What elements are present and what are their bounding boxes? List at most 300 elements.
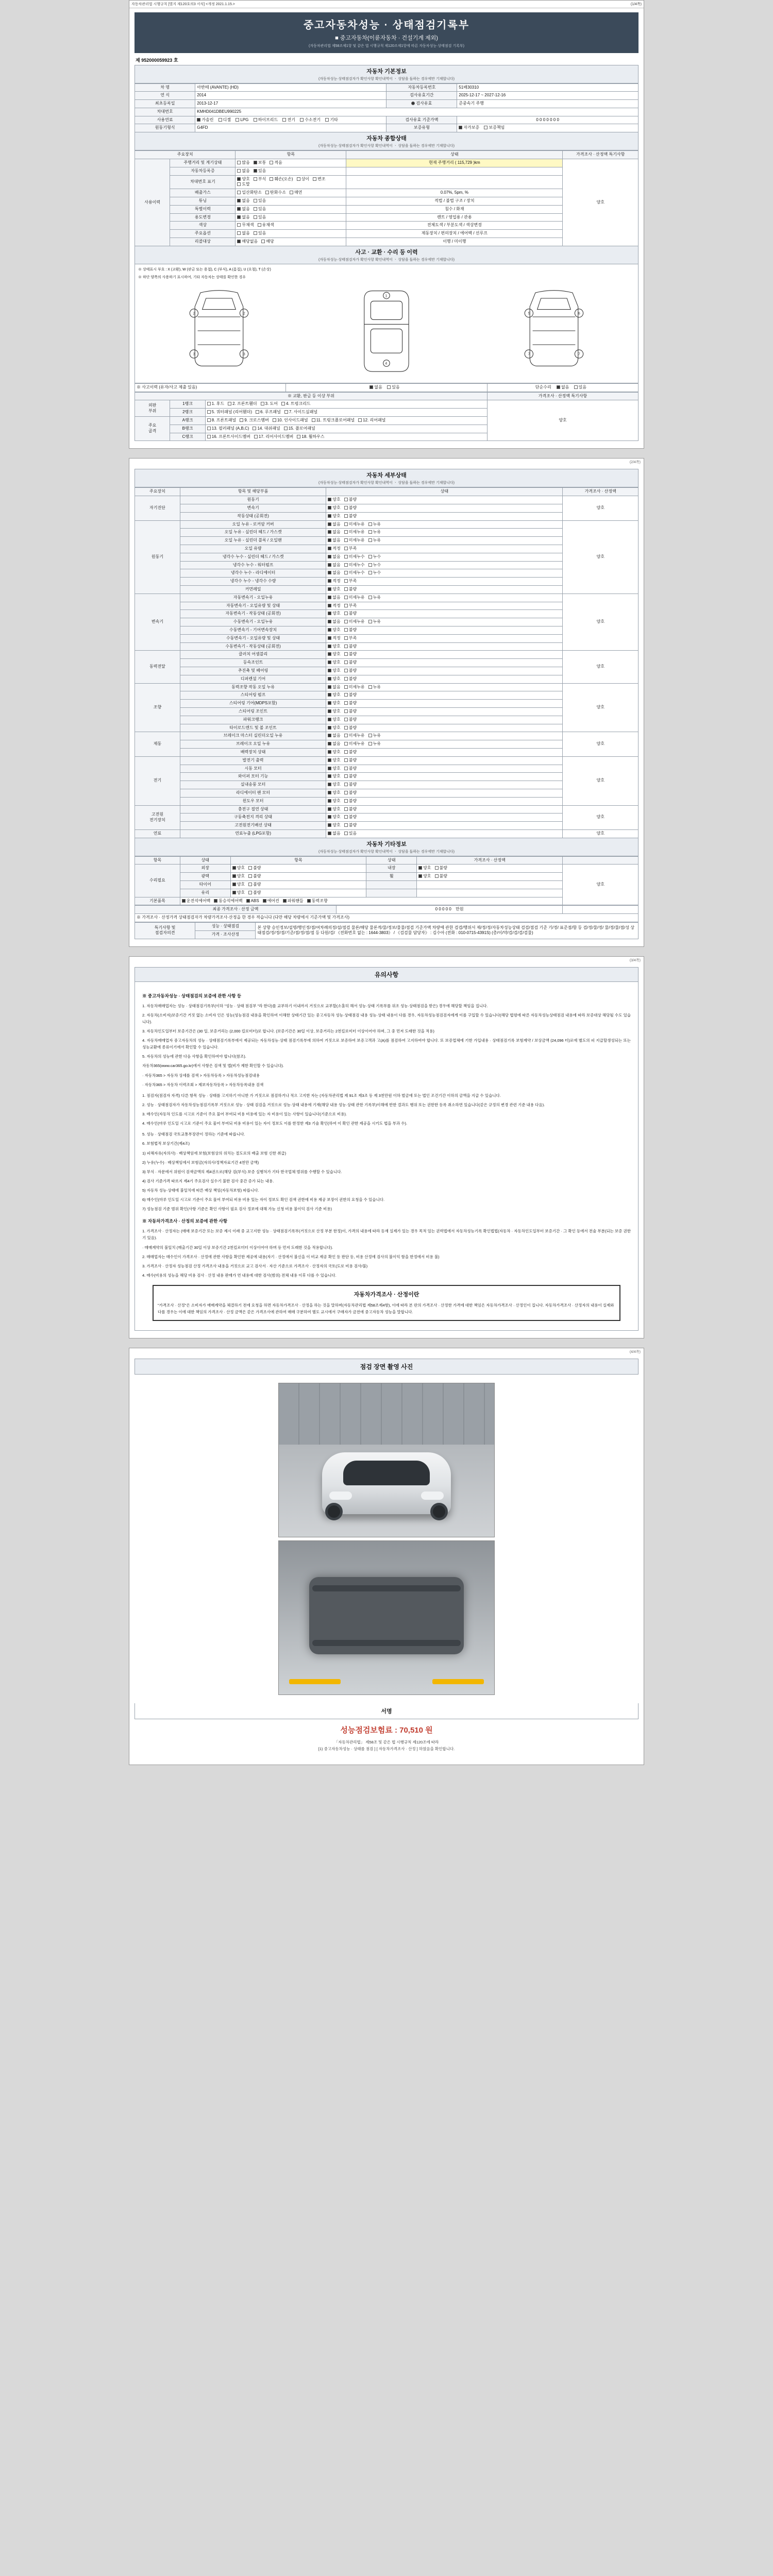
- checkbox-icon[interactable]: [284, 427, 288, 430]
- checkbox-icon[interactable]: [344, 734, 348, 737]
- detail-state-1-7-option-1[interactable]: 부족: [344, 579, 357, 584]
- overall-state-2-option-5[interactable]: 도말: [237, 182, 249, 188]
- etc-state-0-option-1[interactable]: 불량: [248, 866, 261, 871]
- detail-state-6-4-option-0[interactable]: 양호: [328, 790, 340, 796]
- checkbox-icon[interactable]: [282, 118, 286, 122]
- checkbox-icon[interactable]: [344, 807, 348, 811]
- fuel-option-3[interactable]: 하이브리드: [254, 117, 278, 123]
- checkbox-icon[interactable]: [312, 418, 315, 422]
- overall-state-7-option-1[interactable]: 유채색: [258, 223, 274, 228]
- overall-state-2-option-2[interactable]: 훼손(오손): [270, 177, 293, 182]
- checkbox-icon[interactable]: [254, 199, 257, 202]
- checkbox-icon[interactable]: [328, 750, 331, 754]
- overall-state-2-option-0[interactable]: 양호: [237, 177, 249, 182]
- detail-state-1-0-option-2[interactable]: 누유: [368, 522, 381, 528]
- checkbox-icon[interactable]: [344, 823, 348, 827]
- accident-history-option-0[interactable]: 없음: [369, 385, 382, 391]
- detail-state-1-6-option-2[interactable]: 누수: [368, 570, 381, 576]
- detail-state-4-3-option-0[interactable]: 양호: [328, 709, 340, 715]
- checkbox-icon[interactable]: [328, 669, 331, 672]
- checkbox-icon[interactable]: [207, 435, 211, 438]
- checkbox-icon[interactable]: [313, 177, 316, 181]
- checkbox-icon[interactable]: [254, 177, 257, 181]
- base-item-3[interactable]: 에어컨: [263, 899, 279, 904]
- checkbox-icon[interactable]: [328, 774, 331, 778]
- checkbox-icon[interactable]: [368, 563, 372, 567]
- checkbox-icon[interactable]: [261, 402, 264, 405]
- detail-state-4-0-option-1[interactable]: 미세누유: [344, 685, 365, 690]
- etc-state-2-option-0[interactable]: 양호: [232, 882, 245, 888]
- detail-state-1-4-option-2[interactable]: 누수: [368, 554, 381, 560]
- detail-state-5-1-option-0[interactable]: 없음: [328, 741, 340, 747]
- detail-state-2-3-option-2[interactable]: 누유: [368, 619, 381, 625]
- base-item-4[interactable]: 파워핸들: [283, 899, 304, 904]
- part-item-3-1[interactable]: 14. 대쉬패널: [253, 426, 280, 432]
- checkbox-icon[interactable]: [214, 899, 217, 903]
- checkbox-icon[interactable]: [344, 563, 348, 567]
- detail-state-3-2-option-1[interactable]: 불량: [344, 668, 357, 674]
- detail-state-2-6-option-1[interactable]: 불량: [344, 644, 357, 650]
- part-item-4-1[interactable]: 17. 리어사이드멤버: [254, 434, 293, 440]
- checkbox-icon[interactable]: [368, 685, 372, 689]
- etc-state2-1-option-0[interactable]: 양호: [418, 874, 431, 879]
- detail-state-3-1-option-1[interactable]: 불량: [344, 660, 357, 666]
- detail-state-4-3-option-1[interactable]: 불량: [344, 709, 357, 715]
- detail-state-4-5-option-1[interactable]: 불량: [344, 725, 357, 731]
- detail-state-2-1-option-1[interactable]: 부족: [344, 603, 357, 609]
- detail-state-4-0-option-2[interactable]: 누유: [368, 685, 381, 690]
- detail-state-4-5-option-0[interactable]: 양호: [328, 725, 340, 731]
- checkbox-icon[interactable]: [344, 498, 348, 501]
- checkbox-icon[interactable]: [328, 815, 331, 819]
- etc-state-2-option-1[interactable]: 불량: [248, 882, 261, 888]
- detail-state-7-0-option-0[interactable]: 양호: [328, 807, 340, 812]
- detail-state-3-3-option-0[interactable]: 양호: [328, 676, 340, 682]
- checkbox-icon[interactable]: [328, 530, 331, 534]
- part-item-2-1[interactable]: 9. 크로스멤버: [240, 418, 269, 423]
- detail-state-2-2-option-0[interactable]: 양호: [328, 611, 340, 617]
- overall-state-3-option-2[interactable]: 매연: [290, 190, 302, 196]
- overall-state-1-option-0[interactable]: 없음: [237, 168, 249, 174]
- checkbox-icon[interactable]: [297, 177, 300, 181]
- detail-state-1-3-option-0[interactable]: 적정: [328, 546, 340, 552]
- checkbox-icon[interactable]: [197, 118, 200, 122]
- checkbox-icon[interactable]: [368, 530, 372, 534]
- part-item-2-3[interactable]: 11. 트렁크플로어패널: [312, 418, 355, 423]
- checkbox-icon[interactable]: [328, 514, 331, 518]
- checkbox-icon[interactable]: [325, 118, 329, 122]
- detail-state-1-2-option-0[interactable]: 없음: [328, 538, 340, 544]
- checkbox-icon[interactable]: [344, 538, 348, 542]
- checkbox-icon[interactable]: [283, 899, 287, 903]
- checkbox-icon[interactable]: [344, 587, 348, 591]
- checkbox-icon[interactable]: [328, 807, 331, 811]
- etc-state-1-option-0[interactable]: 양호: [232, 874, 245, 879]
- detail-state-2-3-option-0[interactable]: 없음: [328, 619, 340, 625]
- part-item-3-0[interactable]: 13. 필러패널 (A,B,C): [207, 426, 249, 432]
- detail-state-3-0-option-1[interactable]: 불량: [344, 652, 357, 657]
- checkbox-icon[interactable]: [254, 118, 257, 122]
- overall-state-8-option-1[interactable]: 있음: [254, 231, 266, 236]
- detail-state-1-1-option-1[interactable]: 미세누유: [344, 530, 365, 535]
- checkbox-icon[interactable]: [328, 742, 331, 745]
- detail-state-6-4-option-1[interactable]: 불량: [344, 790, 357, 796]
- checkbox-icon[interactable]: [344, 579, 348, 583]
- checkbox-icon[interactable]: [344, 530, 348, 534]
- overall-state-1-option-1[interactable]: 있음: [254, 168, 266, 174]
- checkbox-icon[interactable]: [344, 604, 348, 607]
- checkbox-icon[interactable]: [237, 169, 241, 173]
- checkbox-icon[interactable]: [297, 435, 300, 438]
- part-item-3-2[interactable]: 15. 플로어패널: [284, 426, 315, 432]
- part-item-2-2[interactable]: 10. 인사이드패널: [273, 418, 308, 423]
- detail-state-6-3-option-0[interactable]: 양호: [328, 782, 340, 788]
- checkbox-icon[interactable]: [237, 161, 241, 164]
- checkbox-icon[interactable]: [418, 874, 422, 878]
- checkbox-icon[interactable]: [344, 612, 348, 615]
- checkbox-icon[interactable]: [344, 636, 348, 640]
- checkbox-icon[interactable]: [328, 783, 331, 786]
- checkbox-icon[interactable]: [344, 660, 348, 664]
- fuel-option-5[interactable]: 수소전기: [300, 117, 321, 123]
- checkbox-icon[interactable]: [263, 899, 266, 903]
- checkbox-icon[interactable]: [258, 223, 261, 227]
- checkbox-icon[interactable]: [265, 191, 269, 194]
- detail-state-4-1-option-1[interactable]: 불량: [344, 692, 357, 698]
- checkbox-icon[interactable]: [344, 815, 348, 819]
- checkbox-icon[interactable]: [344, 783, 348, 786]
- checkbox-icon[interactable]: [273, 418, 276, 422]
- checkbox-icon[interactable]: [344, 555, 348, 558]
- checkbox-icon[interactable]: [207, 418, 211, 422]
- detail-state-6-1-option-1[interactable]: 불량: [344, 766, 357, 772]
- checkbox-icon[interactable]: [344, 832, 348, 835]
- overall-state-0-option-2[interactable]: 적음: [270, 160, 282, 166]
- checkbox-icon[interactable]: [328, 726, 331, 730]
- detail-state-1-5-option-1[interactable]: 미세누수: [344, 563, 365, 568]
- overall-state-6-option-0[interactable]: 없음: [237, 215, 249, 221]
- fuel-option-2[interactable]: LPG: [236, 117, 248, 123]
- detail-state-8-0-option-0[interactable]: 없음: [328, 831, 340, 837]
- checkbox-icon[interactable]: [344, 693, 348, 697]
- detail-state-6-3-option-1[interactable]: 불량: [344, 782, 357, 788]
- detail-state-3-1-option-0[interactable]: 양호: [328, 660, 340, 666]
- base-item-0[interactable]: 운전석에어백: [182, 899, 210, 904]
- checkbox-icon[interactable]: [232, 891, 236, 894]
- checkbox-icon[interactable]: [344, 571, 348, 574]
- checkbox-icon[interactable]: [328, 652, 331, 656]
- detail-state-2-0-option-0[interactable]: 없음: [328, 595, 340, 601]
- checkbox-icon[interactable]: [254, 207, 257, 211]
- checkbox-icon[interactable]: [344, 596, 348, 599]
- part-item-1-0[interactable]: 5. 쿼터패널 (리어휀더): [207, 410, 252, 415]
- detail-state-1-8-option-0[interactable]: 양호: [328, 587, 340, 592]
- checkbox-icon[interactable]: [254, 435, 258, 438]
- detail-state-5-2-option-1[interactable]: 불량: [344, 750, 357, 755]
- checkbox-icon[interactable]: [484, 126, 488, 129]
- part-item-0-0[interactable]: 1. 후드: [207, 401, 224, 407]
- detail-state-7-0-option-1[interactable]: 불량: [344, 807, 357, 812]
- base-item-1[interactable]: 동승석에어백: [214, 899, 242, 904]
- checkbox-icon[interactable]: [368, 734, 372, 737]
- checkbox-icon[interactable]: [328, 620, 331, 623]
- checkbox-icon[interactable]: [344, 774, 348, 778]
- checkbox-icon[interactable]: [344, 547, 348, 550]
- fuel-option-4[interactable]: 전기: [282, 117, 295, 123]
- checkbox-icon[interactable]: [328, 791, 331, 794]
- checkbox-icon[interactable]: [358, 418, 362, 422]
- detail-state-4-4-option-1[interactable]: 불량: [344, 717, 357, 723]
- checkbox-icon[interactable]: [328, 767, 331, 770]
- detail-state-0-0-option-1[interactable]: 불량: [344, 497, 357, 503]
- checkbox-icon[interactable]: [237, 231, 241, 235]
- detail-state-1-7-option-0[interactable]: 적정: [328, 579, 340, 584]
- checkbox-icon[interactable]: [368, 596, 372, 599]
- overall-state-4-option-1[interactable]: 있음: [254, 198, 266, 204]
- checkbox-icon[interactable]: [254, 161, 257, 164]
- checkbox-icon[interactable]: [236, 118, 239, 122]
- part-item-0-2[interactable]: 3. 도어: [261, 401, 278, 407]
- detail-state-0-2-option-0[interactable]: 양호: [328, 514, 340, 519]
- detail-state-5-2-option-0[interactable]: 양호: [328, 750, 340, 755]
- detail-state-6-2-option-1[interactable]: 불량: [344, 774, 357, 779]
- checkbox-icon[interactable]: [328, 758, 331, 762]
- detail-state-1-2-option-2[interactable]: 누유: [368, 538, 381, 544]
- fuel-option-1[interactable]: 디젤: [219, 117, 231, 123]
- detail-state-1-6-option-0[interactable]: 없음: [328, 570, 340, 576]
- checkbox-icon[interactable]: [232, 874, 236, 878]
- checkbox-icon[interactable]: [237, 240, 241, 243]
- checkbox-icon[interactable]: [328, 685, 331, 689]
- checkbox-icon[interactable]: [344, 514, 348, 518]
- checkbox-icon[interactable]: [369, 385, 373, 389]
- checkbox-icon[interactable]: [248, 891, 252, 894]
- etc-state2-1-option-1[interactable]: 불량: [435, 874, 447, 879]
- checkbox-icon[interactable]: [368, 742, 372, 745]
- part-item-2-0[interactable]: 8. 프론트패널: [207, 418, 237, 423]
- checkbox-icon[interactable]: [270, 161, 273, 164]
- checkbox-icon[interactable]: [368, 620, 372, 623]
- checkbox-icon[interactable]: [254, 231, 257, 235]
- checkbox-icon[interactable]: [253, 427, 256, 430]
- checkbox-icon[interactable]: [232, 866, 236, 870]
- checkbox-icon[interactable]: [328, 612, 331, 615]
- checkbox-icon[interactable]: [328, 538, 331, 542]
- radio-icon[interactable]: [411, 101, 415, 105]
- detail-state-0-1-option-1[interactable]: 불량: [344, 505, 357, 511]
- detail-state-4-0-option-0[interactable]: 없음: [328, 685, 340, 690]
- overall-state-4-option-0[interactable]: 없음: [237, 198, 249, 204]
- detail-state-3-2-option-0[interactable]: 양호: [328, 668, 340, 674]
- checkbox-icon[interactable]: [344, 767, 348, 770]
- checkbox-icon[interactable]: [240, 418, 243, 422]
- overall-state-5-option-0[interactable]: 없음: [237, 207, 249, 212]
- detail-state-1-1-option-0[interactable]: 없음: [328, 530, 340, 535]
- detail-state-6-5-option-1[interactable]: 불량: [344, 799, 357, 804]
- detail-state-2-4-option-1[interactable]: 불량: [344, 628, 357, 633]
- checkbox-icon[interactable]: [344, 701, 348, 705]
- etc-state2-0-option-1[interactable]: 불량: [435, 866, 447, 871]
- checkbox-icon[interactable]: [387, 385, 391, 389]
- part-item-0-1[interactable]: 2. 프론트휀더: [228, 401, 257, 407]
- detail-state-1-4-option-0[interactable]: 없음: [328, 554, 340, 560]
- overall-state-7-option-0[interactable]: 무채색: [237, 223, 254, 228]
- detail-state-5-0-option-2[interactable]: 누유: [368, 733, 381, 739]
- detail-state-7-1-option-0[interactable]: 양호: [328, 815, 340, 820]
- overall-state-9-option-1[interactable]: 해당: [261, 239, 274, 245]
- checkbox-icon[interactable]: [418, 866, 422, 870]
- checkbox-icon[interactable]: [237, 215, 241, 219]
- checkbox-icon[interactable]: [237, 182, 241, 186]
- checkbox-icon[interactable]: [328, 823, 331, 827]
- checkbox-icon[interactable]: [237, 207, 241, 211]
- overall-state-8-option-0[interactable]: 없음: [237, 231, 249, 236]
- detail-state-1-3-option-1[interactable]: 부족: [344, 546, 357, 552]
- checkbox-icon[interactable]: [328, 636, 331, 640]
- detail-state-5-0-option-0[interactable]: 없음: [328, 733, 340, 739]
- checkbox-icon[interactable]: [328, 522, 331, 526]
- etc-state-0-option-0[interactable]: 양호: [232, 866, 245, 871]
- detail-state-3-0-option-0[interactable]: 양호: [328, 652, 340, 657]
- checkbox-icon[interactable]: [248, 883, 252, 886]
- checkbox-icon[interactable]: [246, 899, 250, 903]
- etc-state2-0-option-0[interactable]: 양호: [418, 866, 431, 871]
- detail-state-2-0-option-1[interactable]: 미세누유: [344, 595, 365, 601]
- checkbox-icon[interactable]: [248, 866, 252, 870]
- checkbox-icon[interactable]: [435, 874, 439, 878]
- checkbox-icon[interactable]: [328, 645, 331, 648]
- checkbox-icon[interactable]: [328, 701, 331, 705]
- checkbox-icon[interactable]: [328, 506, 331, 510]
- checkbox-icon[interactable]: [328, 718, 331, 721]
- checkbox-icon[interactable]: [300, 118, 304, 122]
- simple-repair-option-1[interactable]: 있음: [574, 385, 586, 391]
- detail-state-6-0-option-1[interactable]: 불량: [344, 758, 357, 764]
- checkbox-icon[interactable]: [344, 726, 348, 730]
- checkbox-icon[interactable]: [328, 734, 331, 737]
- detail-state-4-2-option-0[interactable]: 양호: [328, 701, 340, 706]
- part-item-1-1[interactable]: 6. 루프패널: [256, 410, 281, 415]
- detail-state-1-6-option-1[interactable]: 미세누수: [344, 570, 365, 576]
- detail-state-0-2-option-1[interactable]: 불량: [344, 514, 357, 519]
- checkbox-icon[interactable]: [328, 693, 331, 697]
- part-item-0-3[interactable]: 4. 트렁크리드: [281, 401, 311, 407]
- checkbox-icon[interactable]: [328, 555, 331, 558]
- detail-state-2-5-option-0[interactable]: 적정: [328, 636, 340, 641]
- etc-state-1-option-1[interactable]: 불량: [248, 874, 261, 879]
- checkbox-icon[interactable]: [328, 799, 331, 803]
- checkbox-icon[interactable]: [261, 240, 265, 243]
- detail-state-2-0-option-2[interactable]: 누유: [368, 595, 381, 601]
- overall-state-5-option-1[interactable]: 있음: [254, 207, 266, 212]
- checkbox-icon[interactable]: [459, 126, 462, 129]
- detail-state-3-3-option-1[interactable]: 불량: [344, 676, 357, 682]
- checkbox-icon[interactable]: [281, 402, 285, 405]
- part-item-4-0[interactable]: 16. 프론트사이드멤버: [207, 434, 250, 440]
- etc-state-3-option-1[interactable]: 불량: [248, 890, 261, 896]
- checkbox-icon[interactable]: [207, 410, 211, 414]
- checkbox-icon[interactable]: [344, 628, 348, 632]
- checkbox-icon[interactable]: [344, 685, 348, 689]
- detail-state-5-1-option-2[interactable]: 누유: [368, 741, 381, 747]
- overall-state-9-option-0[interactable]: 해당없음: [237, 239, 258, 245]
- checkbox-icon[interactable]: [328, 596, 331, 599]
- checkbox-icon[interactable]: [328, 498, 331, 501]
- part-item-2-4[interactable]: 12. 리어패널: [358, 418, 385, 423]
- detail-state-2-1-option-0[interactable]: 적정: [328, 603, 340, 609]
- detail-state-7-2-option-0[interactable]: 양호: [328, 823, 340, 828]
- overall-state-0-option-0[interactable]: 많음: [237, 160, 249, 166]
- checkbox-icon[interactable]: [207, 402, 211, 405]
- checkbox-icon[interactable]: [344, 709, 348, 713]
- detail-state-0-1-option-0[interactable]: 양호: [328, 505, 340, 511]
- checkbox-icon[interactable]: [270, 177, 273, 181]
- checkbox-icon[interactable]: [344, 522, 348, 526]
- checkbox-icon[interactable]: [328, 587, 331, 591]
- detail-state-1-0-option-1[interactable]: 미세누유: [344, 522, 365, 528]
- detail-state-1-4-option-1[interactable]: 미세누수: [344, 554, 365, 560]
- detail-state-5-0-option-1[interactable]: 미세누유: [344, 733, 365, 739]
- checkbox-icon[interactable]: [237, 199, 241, 202]
- detail-state-1-1-option-2[interactable]: 누유: [368, 530, 381, 535]
- checkbox-icon[interactable]: [328, 571, 331, 574]
- overall-state-3-option-0[interactable]: 일산화탄소: [237, 190, 262, 196]
- detail-state-1-5-option-0[interactable]: 없음: [328, 563, 340, 568]
- checkbox-icon[interactable]: [237, 223, 241, 227]
- checkbox-icon[interactable]: [574, 385, 578, 389]
- detail-state-4-1-option-0[interactable]: 양호: [328, 692, 340, 698]
- detail-state-4-4-option-0[interactable]: 양호: [328, 717, 340, 723]
- base-item-5[interactable]: 동력조향: [307, 899, 328, 904]
- checkbox-icon[interactable]: [368, 522, 372, 526]
- detail-state-6-5-option-0[interactable]: 양호: [328, 799, 340, 804]
- checkbox-icon[interactable]: [232, 883, 236, 886]
- detail-state-1-0-option-0[interactable]: 없음: [328, 522, 340, 528]
- overall-state-2-option-3[interactable]: 상이: [297, 177, 309, 182]
- checkbox-icon[interactable]: [248, 874, 252, 878]
- overall-state-2-option-1[interactable]: 부식: [254, 177, 266, 182]
- detail-state-7-1-option-1[interactable]: 불량: [344, 815, 357, 820]
- detail-state-4-2-option-1[interactable]: 불량: [344, 701, 357, 706]
- detail-state-0-0-option-0[interactable]: 양호: [328, 497, 340, 503]
- overall-state-6-option-1[interactable]: 있음: [254, 215, 266, 221]
- detail-state-2-2-option-1[interactable]: 불량: [344, 611, 357, 617]
- overall-state-0-option-1[interactable]: 보통: [254, 160, 266, 166]
- checkbox-icon[interactable]: [328, 660, 331, 664]
- checkbox-icon[interactable]: [256, 410, 259, 414]
- checkbox-icon[interactable]: [368, 555, 372, 558]
- checkbox-icon[interactable]: [344, 677, 348, 681]
- checkbox-icon[interactable]: [328, 832, 331, 835]
- checkbox-icon[interactable]: [344, 718, 348, 721]
- checkbox-icon[interactable]: [328, 709, 331, 713]
- detail-state-7-2-option-1[interactable]: 불량: [344, 823, 357, 828]
- checkbox-icon[interactable]: [344, 652, 348, 656]
- checkbox-icon[interactable]: [228, 402, 231, 405]
- checkbox-icon[interactable]: [237, 177, 241, 181]
- checkbox-icon[interactable]: [557, 385, 560, 389]
- warranty-option-0[interactable]: 자가보증: [459, 125, 479, 131]
- simple-repair-option-0[interactable]: 없음: [557, 385, 569, 391]
- checkbox-icon[interactable]: [344, 506, 348, 510]
- detail-state-6-2-option-0[interactable]: 양호: [328, 774, 340, 779]
- warranty-option-1[interactable]: 보증책임: [484, 125, 505, 131]
- part-item-4-2[interactable]: 18. 휠하우스: [297, 434, 324, 440]
- checkbox-icon[interactable]: [182, 899, 186, 903]
- detail-state-6-1-option-0[interactable]: 양호: [328, 766, 340, 772]
- checkbox-icon[interactable]: [344, 669, 348, 672]
- checkbox-icon[interactable]: [344, 620, 348, 623]
